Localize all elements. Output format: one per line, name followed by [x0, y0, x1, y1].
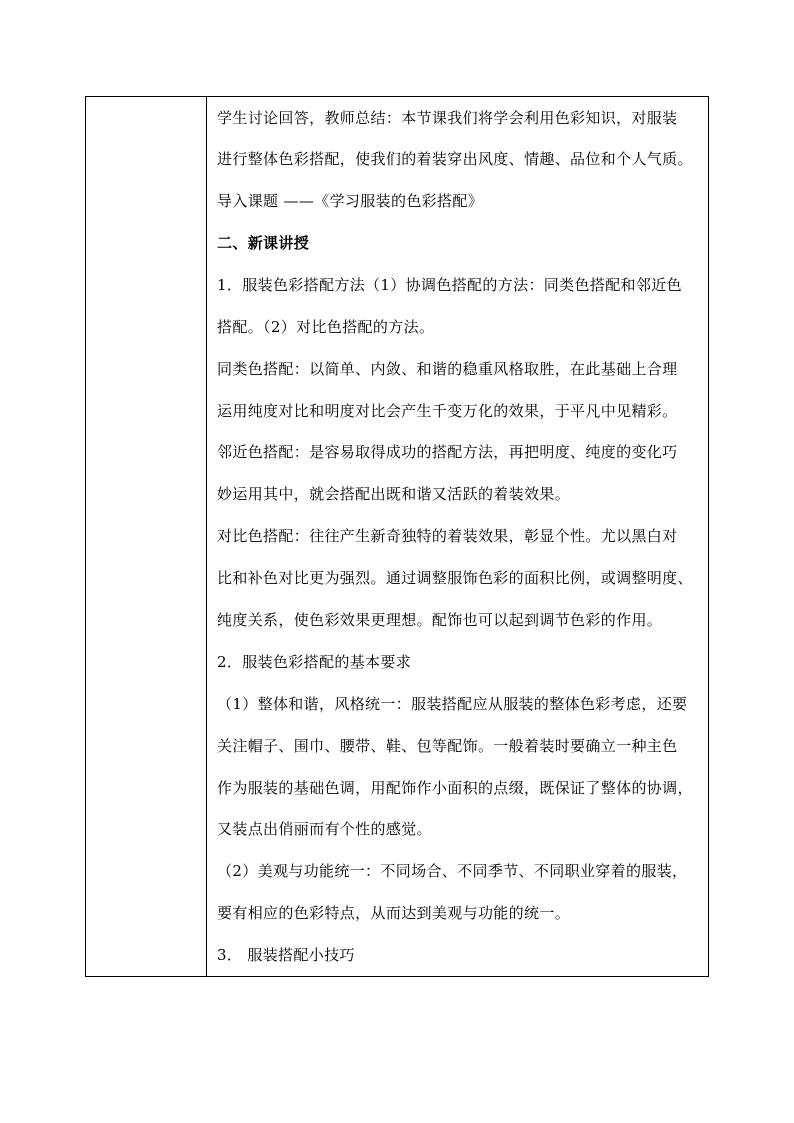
text-line: 比和补色对比更为强烈。通过调整服饰色彩的面积比例，或调整明度、	[217, 569, 693, 587]
text-line: 2．服装色彩搭配的基本要求	[217, 653, 412, 671]
text-line: 对比色搭配：往往产生新奇独特的着装效果，彰显个性。尤以黑白对	[217, 527, 678, 545]
text-line: 导入课题 ——《学习服装的色彩搭配》	[217, 192, 484, 210]
section-heading: 二、新课讲授	[217, 234, 310, 252]
text-line: 关注帽子、围巾、腰带、鞋、包等配饰。一般着装时要确立一种主色	[217, 737, 678, 755]
text-line: 同类色搭配：以简单、内敛、和谐的稳重风格取胜，在此基础上合理	[217, 360, 678, 378]
text-line: （2）美观与功能统一：不同场合、不同季节、不同职业穿着的服装，	[217, 862, 688, 880]
text-line: 纯度关系，使色彩效果更理想。配饰也可以起到调节色彩的作用。	[217, 611, 663, 629]
table-content-cell	[208, 97, 708, 976]
text-line: 进行整体色彩搭配，使我们的着装穿出风度、情趣、品位和个人气质。	[217, 150, 693, 168]
text-line: 1．服装色彩搭配方法（1）协调色搭配的方法：同类色搭配和邻近色	[217, 276, 682, 294]
text-line: 学生讨论回答，教师总结：本节课我们将学会利用色彩知识，对服装	[217, 109, 678, 127]
text-line: 邻近色搭配：是容易取得成功的搭配方法，再把明度、纯度的变化巧	[217, 443, 678, 461]
text-line: 作为服装的基础色调，用配饰作小面积的点缀，既保证了整体的协调，	[217, 779, 693, 797]
lesson-table	[85, 96, 709, 977]
text-line: 搭配。（2）对比色搭配的方法。	[217, 318, 435, 336]
text-line: 运用纯度对比和明度对比会产生千变万化的效果，于平凡中见精彩。	[217, 402, 678, 420]
text-line: 要有相应的色彩特点，从而达到美观与功能的统一。	[217, 904, 571, 922]
text-line: 3． 服装搭配小技巧	[217, 946, 355, 964]
table-left-cell	[86, 97, 207, 976]
text-line: （1）整体和谐，风格统一：服装搭配应从服装的整体色彩考虑，还要	[217, 695, 688, 713]
text-line: 妙运用其中，就会搭配出既和谐又活跃的着装效果。	[217, 485, 571, 503]
text-line: 又装点出俏丽而有个性的感觉。	[217, 820, 432, 838]
